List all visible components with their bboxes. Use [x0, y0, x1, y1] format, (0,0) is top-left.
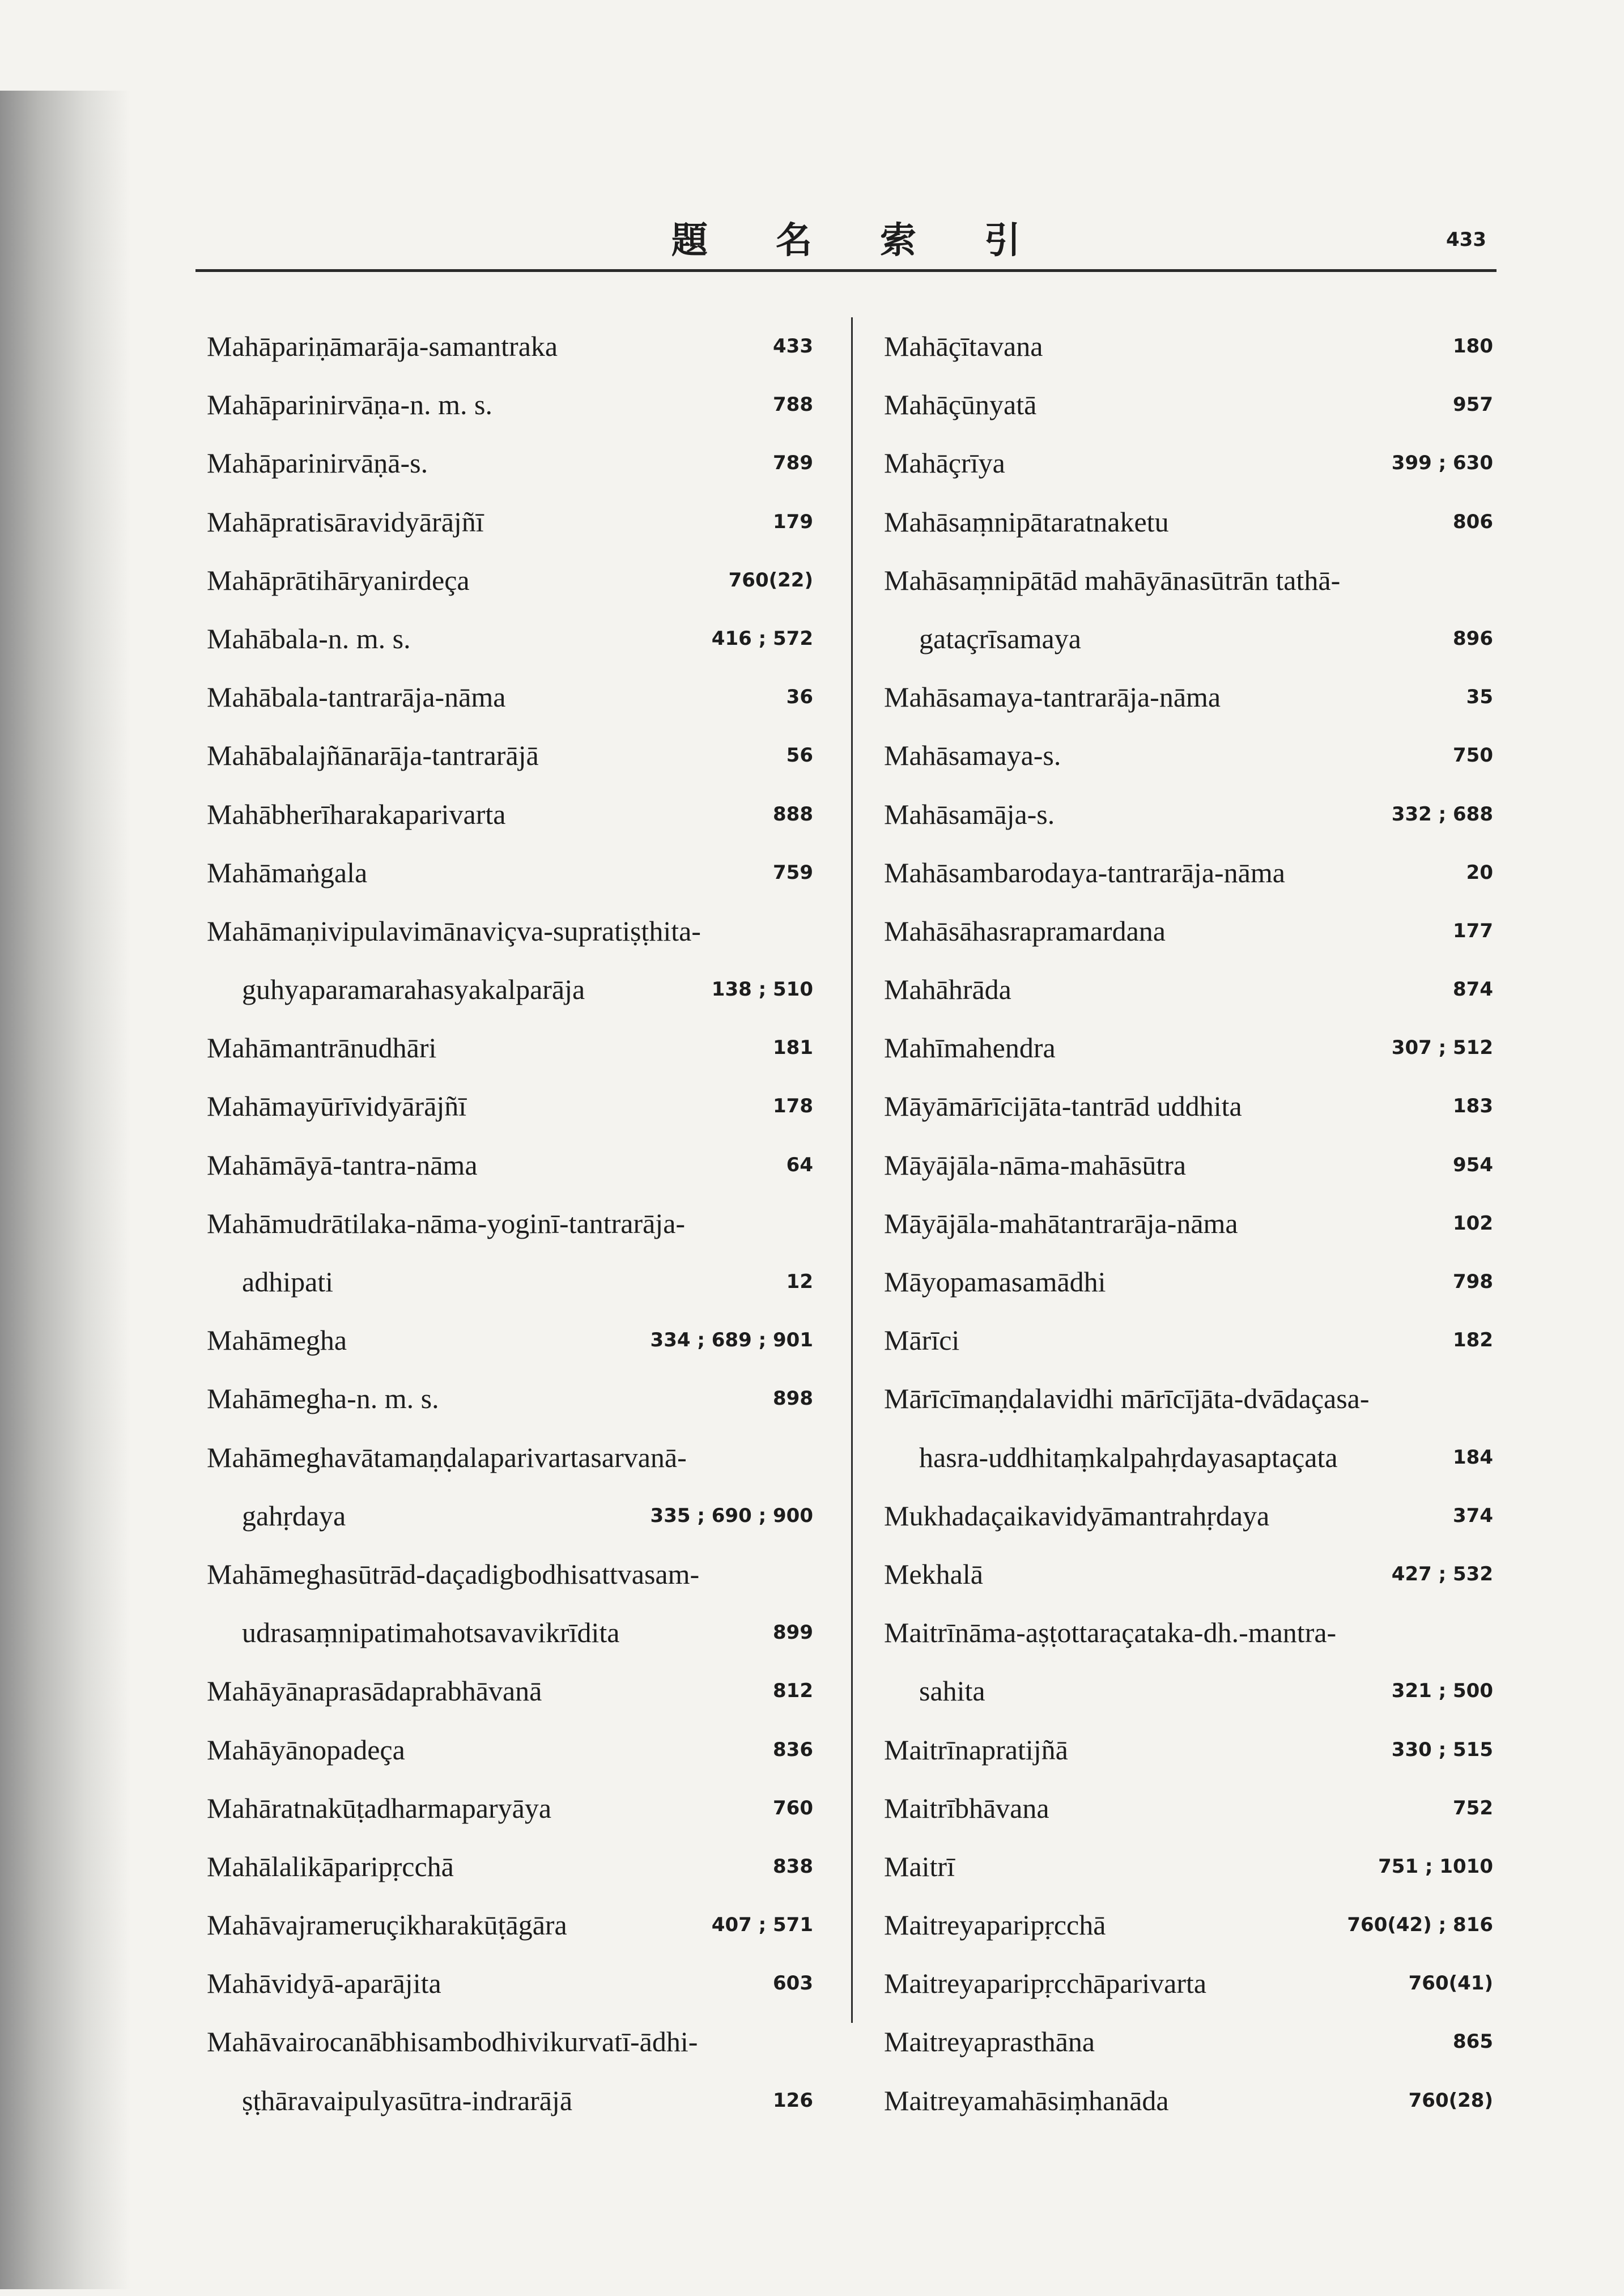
entry-pages: 181	[773, 1036, 813, 1060]
entry-pages: 751 ; 1010	[1378, 1855, 1493, 1878]
index-entry	[884, 434, 1493, 492]
entry-title: guhyaparamarahasyakalparāja	[242, 973, 585, 1006]
index-entry	[884, 1370, 1493, 1428]
entry-pages: 788	[773, 393, 813, 416]
entry-title: Mahīmahendra	[884, 1032, 1056, 1064]
index-entry	[884, 902, 1493, 960]
entry-title: ṣṭhāravaipulyasūtra-indrarājā	[242, 2084, 573, 2116]
entry-title: Mahāpratisāravidyārājñī	[207, 505, 484, 538]
right-column	[884, 317, 1493, 2130]
index-entry	[207, 1487, 813, 1545]
entry-title: udrasaṃnipatimahotsavavikrīdita	[242, 1617, 620, 1649]
entry-pages: 760	[773, 1796, 813, 1819]
entry-pages: 12	[786, 1270, 813, 1293]
entry-title: Maitreyamahāsiṃhanāda	[884, 2084, 1169, 2116]
entry-pages: 374	[1453, 1504, 1493, 1527]
entry-pages: 36	[786, 686, 813, 709]
entry-pages: 64	[786, 1153, 813, 1176]
entry-title: Maitrībhāvana	[884, 1792, 1049, 1824]
entry-title: Mahāmegha-n. m. s.	[207, 1383, 439, 1415]
left-column	[207, 317, 813, 2130]
entry-title: Mahāyānaprasādaprabhāvanā	[207, 1675, 542, 1707]
entry-pages: 335 ; 690 ; 900	[650, 1504, 813, 1527]
index-entry	[884, 551, 1493, 610]
entry-pages: 603	[773, 1972, 813, 1995]
index-entry	[207, 551, 813, 610]
index-entry	[884, 960, 1493, 1019]
entry-title: Mahāçūnyatā	[884, 389, 1037, 421]
index-entry	[884, 493, 1493, 551]
column-divider	[851, 317, 853, 2023]
entry-title: Mahāmegha	[207, 1324, 347, 1357]
entry-pages: 798	[1453, 1270, 1493, 1293]
entry-pages: 760(28)	[1408, 2089, 1493, 2112]
index-entry	[884, 1721, 1493, 1779]
entry-title: Mahāmayūrīvidyārājñī	[207, 1090, 467, 1123]
entry-title: Mahāratnakūṭadharmaparyāya	[207, 1792, 552, 1824]
page-number: 433	[1446, 228, 1486, 251]
index-entry	[884, 1194, 1493, 1253]
entry-title: Māyājāla-nāma-mahāsūtra	[884, 1149, 1187, 1181]
entry-title: Māyopamasamādhi	[884, 1266, 1106, 1298]
entry-title: adhipati	[242, 1266, 334, 1298]
index-entry	[207, 610, 813, 668]
entry-title: Mahāvidyā-aparājita	[207, 1967, 441, 2000]
entry-pages: 20	[1466, 861, 1493, 884]
entry-title: Mahāsamaya-s.	[884, 739, 1061, 772]
entry-title: Mahālalikāparipṛcchā	[207, 1850, 454, 1882]
index-entry	[884, 726, 1493, 785]
index-entry	[884, 317, 1493, 376]
entry-title: Maitrīnapratijñā	[884, 1733, 1068, 1766]
index-entry	[884, 1662, 1493, 1720]
entry-pages: 330 ; 515	[1391, 1738, 1493, 1761]
entry-title: Maitreyaparipṛcchā	[884, 1909, 1106, 1941]
entry-pages: 760(41)	[1408, 1972, 1493, 1995]
index-entry	[207, 1954, 813, 2013]
entry-pages: 321 ; 500	[1391, 1680, 1493, 1703]
entry-title: Mekhalā	[884, 1558, 983, 1590]
index-entry	[207, 1721, 813, 1779]
entry-title: Mahāmeghasūtrād-daçadigbodhisattvasam-	[207, 1558, 700, 1590]
entry-title: Mahāsamāja-s.	[884, 798, 1055, 830]
entry-pages: 957	[1453, 393, 1493, 416]
entry-pages: 399 ; 630	[1391, 452, 1493, 475]
entry-title: hasra-uddhitaṃkalpahṛdayasaptaçata	[919, 1441, 1338, 1473]
index-entry	[884, 668, 1493, 726]
entry-title: Mahāvairocanābhisambodhivikurvatī-ādhi-	[207, 2026, 698, 2058]
index-entry	[207, 434, 813, 492]
entry-title: Maitrīnāma-aṣṭottaraçataka-dh.-mantra-	[884, 1617, 1337, 1649]
entry-title: Mahāsambarodaya-tantrarāja-nāma	[884, 856, 1285, 888]
entry-pages: 954	[1453, 1153, 1493, 1176]
index-entry	[207, 2013, 813, 2071]
entry-title: Mahāmantrānudhāri	[207, 1032, 437, 1064]
index-entry	[207, 1311, 813, 1370]
entry-pages: 759	[773, 861, 813, 884]
index-entry	[884, 2072, 1493, 2130]
index-entry	[884, 1019, 1493, 1077]
index-entry	[884, 1954, 1493, 2013]
page-title: 題名索引	[671, 220, 1089, 262]
index-entry	[884, 1253, 1493, 1311]
entry-pages: 899	[773, 1621, 813, 1644]
index-entry	[884, 785, 1493, 844]
index-entry	[207, 1370, 813, 1428]
entry-title: Mahāmudrātilaka-nāma-yoginī-tantrarāja-	[207, 1207, 686, 1239]
index-entry	[884, 1896, 1493, 1954]
entry-pages: 307 ; 512	[1391, 1036, 1493, 1060]
index-entry	[207, 960, 813, 1019]
index-entry	[884, 1077, 1493, 1136]
entry-pages: 184	[1453, 1445, 1493, 1469]
index-entry	[207, 317, 813, 376]
entry-pages: 760(22)	[728, 568, 813, 592]
index-entry	[207, 1194, 813, 1253]
index-entry	[207, 1253, 813, 1311]
index-entry	[207, 2072, 813, 2130]
entry-title: Mahāsamaya-tantrarāja-nāma	[884, 681, 1221, 713]
entry-pages: 138 ; 510	[711, 978, 813, 1001]
entry-title: Mārīci	[884, 1324, 960, 1357]
entry-pages: 896	[1453, 627, 1493, 650]
entry-title: Mahāmaṅgala	[207, 856, 368, 888]
index-entry	[884, 1428, 1493, 1487]
entry-pages: 874	[1453, 978, 1493, 1001]
entry-title: Mahāsaṃnipātaratnaketu	[884, 505, 1169, 538]
index-entry	[207, 1662, 813, 1720]
entry-pages: 806	[1453, 510, 1493, 533]
entry-title: Mukhadaçaikavidyāmantrahṛdaya	[884, 1499, 1270, 1532]
entry-pages: 898	[773, 1387, 813, 1410]
entry-title: Mahāyānopadeça	[207, 1733, 405, 1766]
entry-title: Mahāhrāda	[884, 973, 1011, 1006]
entry-title: Mahāçītavana	[884, 330, 1043, 362]
index-entry	[207, 1779, 813, 1838]
entry-pages: 836	[773, 1738, 813, 1761]
entry-title: Māyājāla-mahātantrarāja-nāma	[884, 1207, 1238, 1239]
entry-title: Mahāmaṇivipulavimānaviçva-supratiṣṭhita-	[207, 915, 701, 947]
index-entry	[207, 844, 813, 902]
entry-pages: 179	[773, 510, 813, 533]
entry-title: Mahāvajrameruçikharakūṭāgāra	[207, 1909, 567, 1941]
entry-title: Mahāsaṃnipātād mahāyānasūtrān tathā-	[884, 564, 1341, 596]
index-entry	[207, 1019, 813, 1077]
index-entry	[207, 785, 813, 844]
entry-title: Mahābala-n. m. s.	[207, 622, 411, 654]
index-entry	[207, 1896, 813, 1954]
index-entry	[207, 1136, 813, 1194]
entry-pages: 334 ; 689 ; 901	[650, 1329, 813, 1352]
index-entry	[884, 376, 1493, 434]
entry-title: Mahāmāyā-tantra-nāma	[207, 1149, 478, 1181]
entry-pages: 752	[1453, 1796, 1493, 1819]
entry-title: Mahāprātihāryanirdeça	[207, 564, 470, 596]
entry-title: Mahāparinirvāṇa-n. m. s.	[207, 389, 493, 421]
entry-pages: 180	[1453, 335, 1493, 358]
scan-edge-shadow	[0, 91, 130, 2289]
entry-title: Mahāçrīya	[884, 447, 1005, 479]
entry-pages: 332 ; 688	[1391, 802, 1493, 826]
entry-title: Maitrī	[884, 1850, 955, 1882]
entry-pages: 126	[773, 2089, 813, 2112]
entry-pages: 182	[1453, 1329, 1493, 1352]
entry-title: Mahābala-tantrarāja-nāma	[207, 681, 506, 713]
entry-pages: 838	[773, 1855, 813, 1878]
entry-title: Mārīcīmaṇḍalavidhi mārīcījāta-dvādaçasa-	[884, 1383, 1370, 1415]
index-entry	[884, 610, 1493, 668]
index-entry	[884, 1604, 1493, 1662]
entry-pages: 56	[786, 744, 813, 767]
entry-pages: 416 ; 572	[711, 627, 813, 650]
entry-pages: 789	[773, 452, 813, 475]
entry-title: gataçrīsamaya	[919, 622, 1081, 654]
entry-title: Mahābherīharakaparivarta	[207, 798, 506, 830]
index-entry	[207, 726, 813, 785]
index-entry	[207, 493, 813, 551]
index-entry	[884, 1487, 1493, 1545]
page-header	[195, 207, 1497, 272]
entry-pages: 407 ; 571	[711, 1914, 813, 1937]
index-entry	[884, 1545, 1493, 1604]
entry-pages: 427 ; 532	[1391, 1562, 1493, 1585]
index-entry	[207, 1545, 813, 1604]
entry-pages: 888	[773, 802, 813, 826]
entry-title: Mahāmeghavātamaṇḍalaparivartasarvanā-	[207, 1441, 687, 1473]
entry-title: Maitreyaprasthāna	[884, 2026, 1095, 2058]
entry-title: Mahāpariṇāmarāja-samantraka	[207, 330, 558, 362]
index-entry	[884, 844, 1493, 902]
entry-pages: 35	[1466, 686, 1493, 709]
index-entry	[207, 1077, 813, 1136]
entry-title: Mahābalajñānarāja-tantrarājā	[207, 739, 539, 772]
entry-title: Mahāparinirvāṇā-s.	[207, 447, 428, 479]
entry-title: Mahāsāhasrapramardana	[884, 915, 1166, 947]
index-entry	[884, 1779, 1493, 1838]
index-entry	[207, 376, 813, 434]
entry-title: gahṛdaya	[242, 1499, 346, 1532]
entry-pages: 102	[1453, 1211, 1493, 1235]
entry-pages: 812	[773, 1680, 813, 1703]
index-entry	[207, 1604, 813, 1662]
entry-pages: 760(42) ; 816	[1347, 1914, 1493, 1937]
entry-pages: 178	[773, 1095, 813, 1118]
index-entry	[207, 1838, 813, 1896]
entry-pages: 865	[1453, 2030, 1493, 2053]
entry-title: Māyāmārīcijāta-tantrād uddhita	[884, 1090, 1242, 1123]
entry-pages: 177	[1453, 919, 1493, 942]
index-entry	[207, 1428, 813, 1487]
entry-pages: 750	[1453, 744, 1493, 767]
index-entry	[884, 1136, 1493, 1194]
entry-pages: 433	[773, 335, 813, 358]
index-entry	[884, 2013, 1493, 2071]
entry-title: sahita	[919, 1675, 985, 1707]
index-entry	[207, 902, 813, 960]
index-entry	[884, 1838, 1493, 1896]
index-entry	[884, 1311, 1493, 1370]
entry-pages: 183	[1453, 1095, 1493, 1118]
index-entry	[207, 668, 813, 726]
entry-title: Maitreyaparipṛcchāparivarta	[884, 1967, 1207, 2000]
